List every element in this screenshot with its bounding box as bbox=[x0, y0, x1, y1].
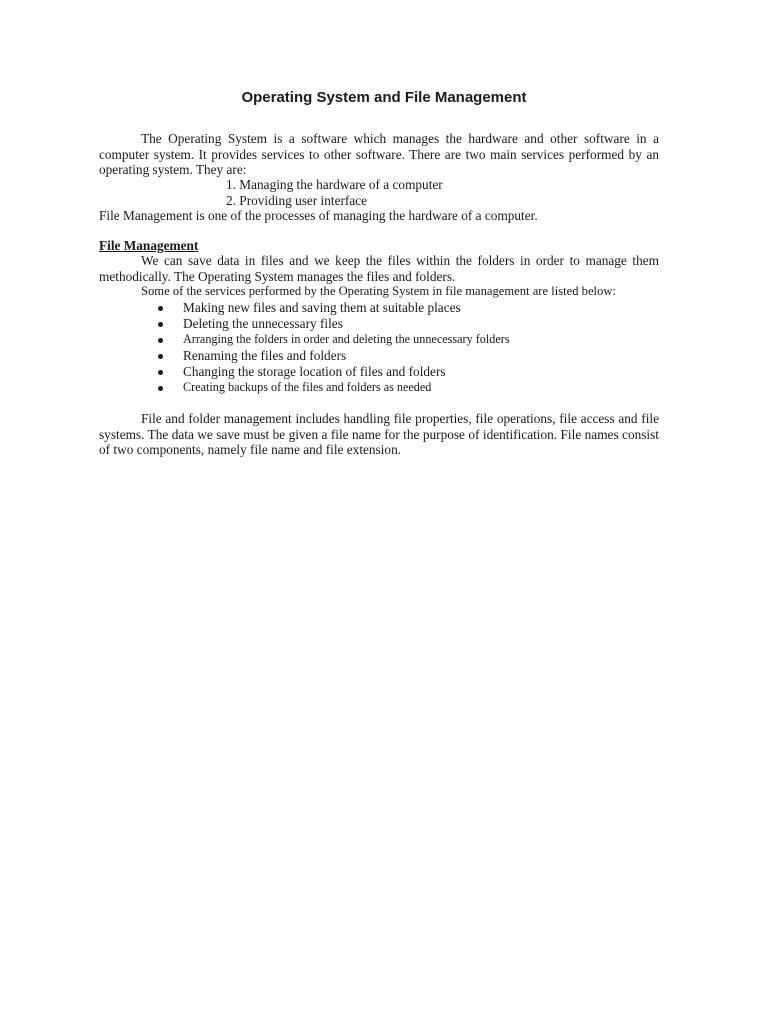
file-management-paragraph: We can save data in files and we keep the files within the folders in order to manage them methodically. The Operating System manages the files and folders. bbox=[99, 253, 659, 284]
bullet-text: Changing the storage location of files and folders bbox=[183, 364, 446, 380]
closing-paragraph: File and folder management includes handling file properties, file operations, file access and file systems. The data we save must be given a file name for the purpose of identification. File names consist of two components, namely file name and file extension. bbox=[99, 411, 659, 457]
document-title: Operating System and File Management bbox=[241, 89, 527, 106]
bullet-icon bbox=[158, 354, 163, 359]
section-heading: File Management bbox=[99, 238, 199, 253]
list-item: 1. Managing the hardware of a computer bbox=[226, 177, 443, 192]
bullet-icon bbox=[158, 386, 163, 391]
list-item bbox=[158, 364, 510, 380]
intro-paragraph: The Operating System is a software which manages the hardware and other software in a computer system. It provides services to other software. There are two main services performed by an operating system. They are: bbox=[99, 131, 659, 177]
bullet-text: Arranging the folders in order and deleting the unnecessary folders bbox=[183, 332, 510, 347]
bullet-text: Deleting the unnecessary files bbox=[183, 316, 343, 332]
bullet-icon bbox=[158, 338, 163, 343]
list-item bbox=[158, 380, 510, 396]
bullet-text: Making new files and saving them at suitable places bbox=[183, 300, 461, 316]
file-management-definition: File Management is one of the processes of managing the hardware of a computer. bbox=[99, 208, 538, 223]
list-item bbox=[158, 316, 510, 332]
list-item bbox=[158, 348, 510, 364]
bullet-list bbox=[158, 300, 510, 396]
bullet-icon bbox=[158, 370, 163, 375]
services-list bbox=[226, 177, 443, 208]
services-intro: Some of the services performed by the Operating System in file management are listed below: bbox=[141, 284, 616, 298]
list-item bbox=[158, 300, 510, 316]
bullet-icon bbox=[158, 306, 163, 311]
bullet-text: Creating backups of the files and folders as needed bbox=[183, 380, 432, 395]
bullet-icon bbox=[158, 322, 163, 327]
bullet-text: Renaming the files and folders bbox=[183, 348, 347, 364]
list-item bbox=[158, 332, 510, 348]
list-item: 2. Providing user interface bbox=[226, 192, 368, 208]
